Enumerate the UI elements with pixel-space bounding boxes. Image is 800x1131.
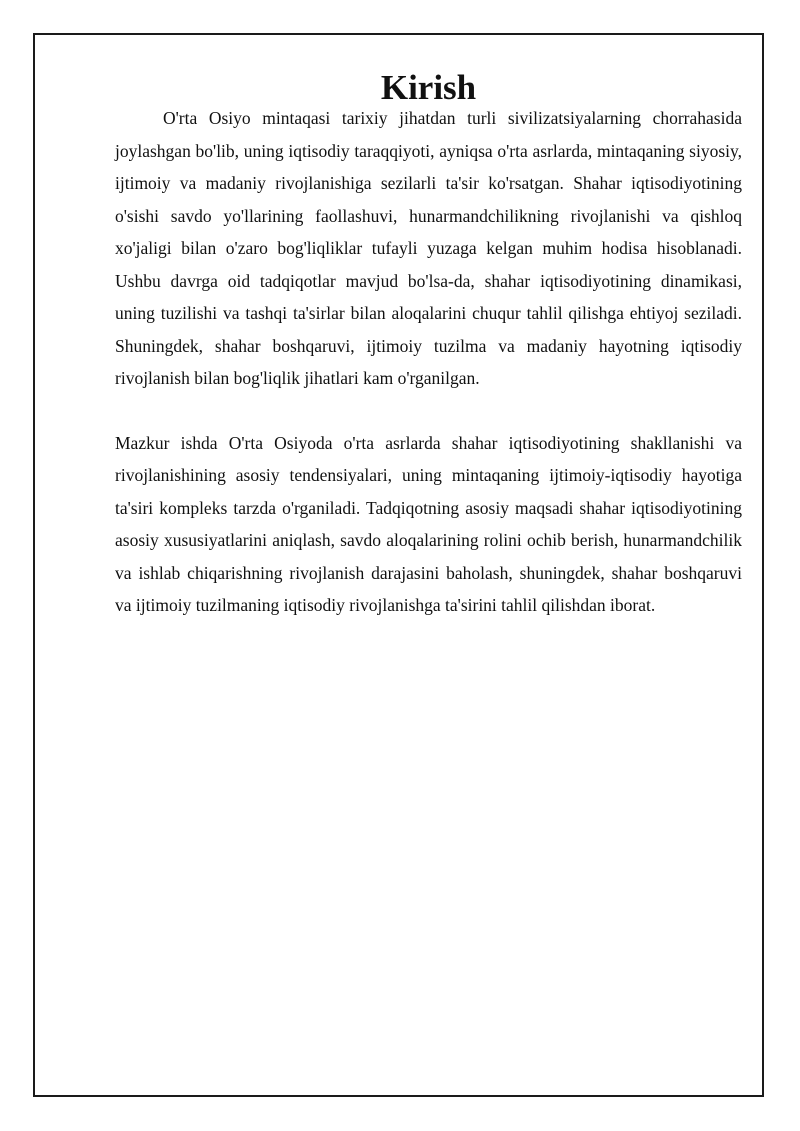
paragraph-introduction: O'rta Osiyo mintaqasi tarixiy jihatdan turli sivilizatsiyalarning chorrahasida joylashgan bo'lib, uning iqtisodiy taraqqiyoti, ayniqsa o'rta asrlarda, mintaqaning siyosiy, ijtimoiy va madaniy rivojlanishiga sezilarli ta'sir ko'rsatgan. Shahar iqtisodiyotining o'sishi savdo yo'llarining faollashuvi, hunarmandchilikning rivojlanishi va qishloq xo'jaligi bilan o'zaro bog'liqliklar tufayli yuzaga kelgan muhim hodisa hisoblanadi. Ushbu davrga oid tadqiqotlar mavjud bo'lsa-da, shahar iqtisodiyotining dinamikasi, uning tuzilishi va tashqi ta'sirlar bilan aloqalarini chuqur tahlil qilishga ehtiyoj seziladi. Shuningdek, shahar boshqaruvi, ijtimoiy tuzilma va madaniy hayotning iqtisodiy rivojlanish bilan bog'liqlik jihatlari kam o'rganilgan.	[115, 108, 742, 388]
paragraph-spacer	[115, 395, 742, 427]
paragraph-objective: Mazkur ishda O'rta Osiyoda o'rta asrlarda shahar iqtisodiyotining shakllanishi va rivojlanishining asosiy tendensiyalari, uning mintaqaning ijtimoiy-iqtisodiy hayotiga ta'siri kompleks tarzda o'rganiladi. Tadqiqotning asosiy maqsadi shahar iqtisodiyotining asosiy xususiyatlarini aniqlash, savdo aloqalarining rolini ochib berish, hunarmandchilik va ishlab chiqarishning rivojlanish darajasini baholash, shuningdek, shahar boshqaruvi va ijtimoiy tuzilmaning iqtisodiy rivojlanishga ta'sirini tahlil qilishdan iborat.	[115, 432, 742, 615]
document-title: Kirish	[380, 68, 477, 107]
document-body	[115, 68, 742, 622]
